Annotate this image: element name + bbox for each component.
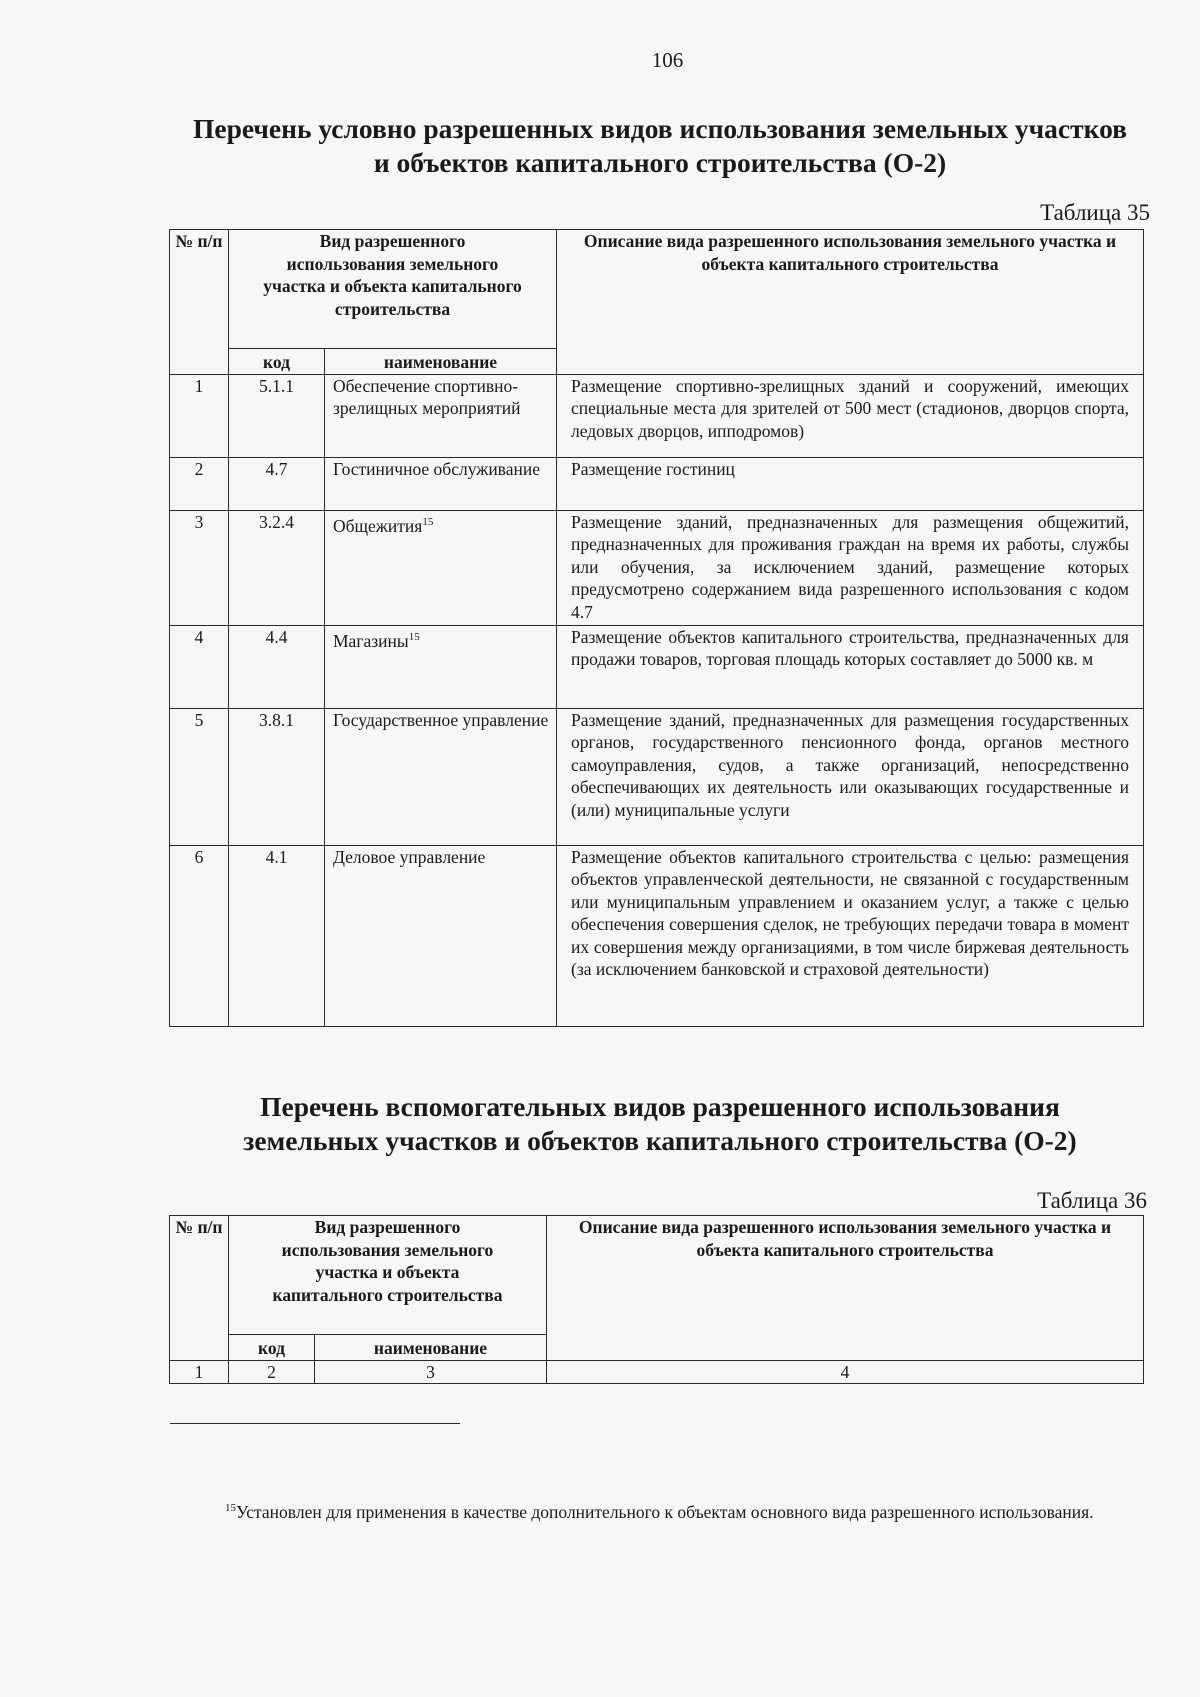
- header-kind: Вид разрешенного использования земельного участка и объекта капитального строительства: [229, 230, 557, 349]
- row-name: [325, 625, 557, 708]
- row-num: 2: [170, 457, 229, 510]
- row-name-text: Магазины: [333, 630, 409, 651]
- row-name-text: Общежития: [333, 515, 423, 536]
- footnote-separator: [170, 1423, 460, 1424]
- header-name: наименование: [315, 1335, 547, 1361]
- title-line: Перечень вспомогательных видов разрешенного использования: [260, 1091, 1060, 1122]
- row-description: Размещение спортивно-зрелищных зданий и сооружений, имеющих специальные места для зрителей от 500 мест (стадионов, дворцов спорта, ледовых дворцов, ипподромов): [557, 374, 1144, 457]
- header-num: № п/п: [170, 230, 229, 375]
- table-row: [170, 510, 1144, 625]
- header-num: № п/п: [170, 1216, 229, 1361]
- row-num: 1: [170, 374, 229, 457]
- header-description: Описание вида разрешенного использования земельного участка и объекта капитального строительства: [547, 1216, 1144, 1361]
- table-header-row: [170, 1216, 1144, 1335]
- row-description: Размещение зданий, предназначенных для размещения общежитий, предназначенных для проживания граждан на время их работы, службы или обучения, за исключением зданий, размещение которых предусмотрено содержанием вида разрешенного использования с кодом 4.7: [557, 510, 1144, 625]
- row-num: 3: [170, 510, 229, 625]
- table-header-row: [170, 230, 1144, 349]
- row-name: [325, 457, 557, 510]
- footnote-mark: 15: [225, 1502, 236, 1514]
- footnote-ref: 15: [422, 515, 434, 528]
- row-name-text: Гостиничное обслуживание: [333, 458, 540, 479]
- row-code: 5.1.1: [229, 374, 325, 457]
- table-row: [170, 625, 1144, 708]
- row-name: [325, 845, 557, 1026]
- header-description: Описание вида разрешенного использования земельного участка и объекта капитального строительства: [557, 230, 1144, 375]
- table-row: [170, 457, 1144, 510]
- row-num: 6: [170, 845, 229, 1026]
- row-code: 3.2.4: [229, 510, 325, 625]
- column-number: 4: [547, 1360, 1144, 1384]
- row-name-text: Обеспечение спортивно-зрелищных мероприятий: [333, 375, 521, 418]
- title-line: Перечень условно разрешенных видов использования земельных участков: [193, 113, 1127, 144]
- header-code: код: [229, 1335, 315, 1361]
- header-code: код: [229, 349, 325, 375]
- row-code: 3.8.1: [229, 708, 325, 845]
- row-num: 4: [170, 625, 229, 708]
- row-description: Размещение объектов капитального строительства с целью: размещения объектов управленческой деятельности, не связанной с государственным или муниципальным управлением и оказанием услуг, а также с целью обеспечения совершения сделок, не требующих передачи товара в момент их совершения между организациями, в том числе биржевая деятельность (за исключением банковской и страховой деятельности): [557, 845, 1144, 1026]
- row-name-text: Государственное управление: [333, 709, 549, 730]
- header-name: наименование: [325, 349, 557, 375]
- footnote: [170, 1497, 1145, 1524]
- table-row: [170, 708, 1144, 845]
- row-num: 5: [170, 708, 229, 845]
- row-name: [325, 708, 557, 845]
- column-number: 3: [315, 1360, 547, 1384]
- table-row: [170, 845, 1144, 1026]
- column-number: 1: [170, 1360, 229, 1384]
- table-conditional-uses: [169, 229, 1144, 1027]
- table-auxiliary-uses: [169, 1215, 1144, 1384]
- row-description: Размещение гостиниц: [557, 457, 1144, 510]
- row-code: 4.1: [229, 845, 325, 1026]
- row-description: Размещение зданий, предназначенных для размещения государственных органов, государственного пенсионного фонда, органов местного самоуправления, судов, а также организаций, непосредственно обеспечивающих их деятельность или оказывающих государственные и (или) муниципальные услуги: [557, 708, 1144, 845]
- column-numbering-row: [170, 1360, 1144, 1384]
- section-title-conditional-uses: [170, 112, 1150, 180]
- section-title-auxiliary-uses: [190, 1090, 1130, 1158]
- row-code: 4.4: [229, 625, 325, 708]
- column-number: 2: [229, 1360, 315, 1384]
- title-line: земельных участков и объектов капитального строительства (О-2): [243, 1125, 1077, 1156]
- row-name: [325, 510, 557, 625]
- table-row: [170, 374, 1144, 457]
- footnote-ref: 15: [408, 630, 420, 643]
- table-caption: Таблица 35: [1040, 200, 1150, 225]
- row-name-text: Деловое управление: [333, 846, 486, 867]
- page-number: 106: [651, 48, 684, 72]
- footnote-text: Установлен для применения в качестве дополнительного к объектам основного вида разрешенного использования.: [236, 1501, 1094, 1522]
- row-description: Размещение объектов капитального строительства, предназначенных для продажи товаров, торговая площадь которых составляет до 5000 кв. м: [557, 625, 1144, 708]
- row-name: [325, 374, 557, 457]
- table-caption: Таблица 36: [1037, 1188, 1147, 1213]
- row-code: 4.7: [229, 457, 325, 510]
- header-kind: Вид разрешенного использования земельного участка и объекта капитального строительства: [229, 1216, 547, 1335]
- title-line: и объектов капитального строительства (О-2): [373, 147, 947, 178]
